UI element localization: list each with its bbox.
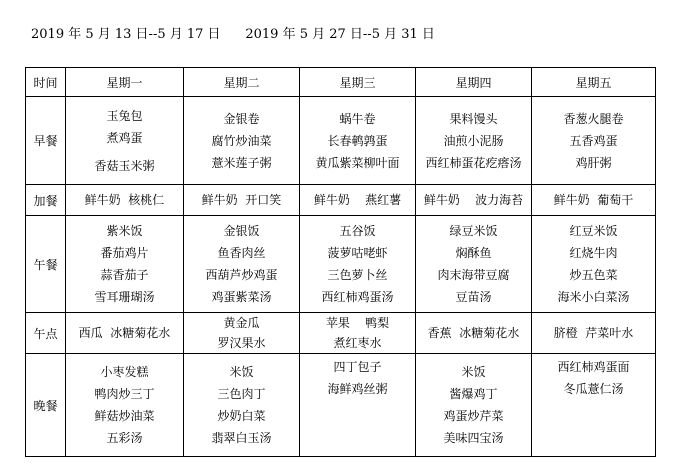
snack-tuesday	[184, 185, 300, 216]
menu-item: 雪耳珊瑚汤	[94, 290, 155, 304]
menu-item: 番茄鸡片	[100, 246, 149, 260]
menu-item: 菠萝咕咾虾	[327, 246, 388, 260]
menu-item: 海米小白菜汤	[557, 290, 630, 304]
meal-name-afternoon-snack: 午点	[26, 313, 66, 354]
menu-item: 脐橙 芹菜叶水	[553, 326, 634, 340]
afternoon-snack-row	[26, 313, 656, 354]
menu-item: 煮红枣水	[333, 336, 382, 350]
menu-item: 冬瓜薏仁汤	[563, 382, 624, 396]
menu-item: 果料馒头	[449, 111, 498, 126]
menu-item: 玉兔包	[106, 108, 143, 123]
menu-item: 焖酥鱼	[455, 246, 492, 260]
lunch-row	[26, 216, 656, 313]
date-range: 2019 年 5 月 13 日--5 月 17 日 2019 年 5 月 27 日--5 月 31 日	[31, 27, 435, 42]
snack-thursday	[416, 185, 532, 216]
menu-item: 香菇玉米粥	[94, 158, 155, 173]
menu-item: 西瓜 冰糖菊花水	[78, 326, 171, 340]
menu-item: 蜗牛卷	[339, 111, 376, 126]
menu-item: 香葱火腿卷	[563, 111, 624, 126]
menu-item: 绿豆米饭	[449, 224, 498, 238]
afternoon-snack-monday	[66, 313, 184, 354]
menu-item: 金银饭	[223, 224, 260, 238]
menu-item: 黄瓜紫菜柳叶面	[315, 155, 400, 170]
menu-item: 翡翠白玉汤	[211, 431, 272, 445]
lunch-wednesday	[300, 216, 416, 313]
menu-item: 西红柿蛋花疙瘩汤	[425, 155, 522, 170]
menu-item: 三色肉丁	[217, 387, 266, 401]
menu-item: 金银卷	[223, 111, 260, 126]
breakfast-monday	[66, 97, 184, 185]
menu-item: 四丁包子	[333, 360, 382, 374]
meal-name-dinner: 晚餐	[26, 354, 66, 457]
dinner-thursday	[416, 354, 532, 457]
dinner-tuesday	[184, 354, 300, 457]
menu-item: 五谷饭	[339, 224, 376, 238]
breakfast-row	[26, 97, 656, 185]
snack-wednesday	[300, 185, 416, 216]
dinner-monday	[66, 354, 184, 457]
weekly-menu-table	[25, 67, 656, 457]
menu-item: 肉末海带豆腐	[437, 268, 510, 282]
header-time: 时间	[26, 68, 66, 97]
menu-item: 海鲜鸡丝粥	[327, 382, 388, 396]
menu-item: 西红柿鸡蛋面	[557, 360, 630, 374]
menu-item: 鲜牛奶 核桃仁	[84, 193, 165, 207]
menu-item: 酱爆鸡丁	[449, 387, 498, 401]
menu-item: 红豆米饭	[569, 224, 618, 238]
menu-item: 鲜牛奶 开口笑	[201, 193, 282, 207]
header-friday: 星期五	[532, 68, 656, 97]
menu-item: 小枣发糕	[100, 365, 149, 379]
menu-item: 西红柿鸡蛋汤	[321, 290, 394, 304]
menu-item: 腐竹炒油菜	[211, 133, 272, 148]
menu-item: 红烧牛肉	[569, 246, 618, 260]
snack-monday	[66, 185, 184, 216]
lunch-friday	[532, 216, 656, 313]
menu-item: 五彩汤	[106, 431, 143, 445]
menu-item: 鱼香肉丝	[217, 246, 266, 260]
afternoon-snack-wednesday	[300, 313, 416, 354]
menu-item: 五香鸡蛋	[569, 133, 618, 148]
lunch-tuesday	[184, 216, 300, 313]
lunch-thursday	[416, 216, 532, 313]
menu-item: 罗汉果水	[217, 336, 266, 350]
menu-item: 蒜香茄子	[100, 268, 149, 282]
menu-item: 米饭	[229, 365, 254, 379]
lunch-monday	[66, 216, 184, 313]
breakfast-wednesday	[300, 97, 416, 185]
menu-item: 三色萝卜丝	[327, 268, 388, 282]
menu-item: 香蕉 冰糖菊花水	[427, 326, 520, 340]
menu-item: 苹果 鸭梨	[325, 316, 390, 330]
menu-item: 鲜菇炒油菜	[94, 409, 155, 423]
menu-item: 鸡蛋炒芹菜	[443, 409, 504, 423]
menu-item: 米饭	[461, 365, 486, 379]
meal-name-breakfast: 早餐	[26, 97, 66, 185]
afternoon-snack-thursday	[416, 313, 532, 354]
menu-item: 煮鸡蛋	[106, 130, 143, 145]
menu-item: 西葫芦炒鸡蛋	[205, 268, 278, 282]
meal-name-lunch: 午餐	[26, 216, 66, 313]
menu-item: 长春鹌鹑蛋	[327, 133, 388, 148]
menu-item: 紫米饭	[106, 224, 143, 238]
menu-item: 黄金瓜	[223, 316, 260, 330]
breakfast-friday	[532, 97, 656, 185]
dinner-row	[26, 354, 656, 457]
menu-item: 薏米莲子粥	[211, 155, 272, 170]
menu-item: 炒五色菜	[569, 268, 618, 282]
menu-item: 鸡肝粥	[575, 155, 612, 170]
menu-item: 鸭肉炒三丁	[94, 387, 155, 401]
menu-item: 美味四宝汤	[443, 431, 504, 445]
header-wednesday: 星期三	[300, 68, 416, 97]
afternoon-snack-tuesday	[184, 313, 300, 354]
menu-item: 炒奶白菜	[217, 409, 266, 423]
menu-item: 油煎小泥肠	[443, 133, 504, 148]
dinner-wednesday	[300, 354, 416, 457]
header-thursday: 星期四	[416, 68, 532, 97]
menu-item: 豆苗汤	[455, 290, 492, 304]
header-tuesday: 星期二	[184, 68, 300, 97]
breakfast-tuesday	[184, 97, 300, 185]
menu-item: 鲜牛奶 波力海苔	[423, 193, 524, 207]
menu-item: 鲜牛奶 葡萄干	[553, 193, 634, 207]
afternoon-snack-friday	[532, 313, 656, 354]
header-monday: 星期一	[66, 68, 184, 97]
breakfast-thursday	[416, 97, 532, 185]
snack-friday	[532, 185, 656, 216]
menu-item: 鸡蛋紫菜汤	[211, 290, 272, 304]
snack-row	[26, 185, 656, 216]
dinner-friday	[532, 354, 656, 457]
header-row	[26, 68, 656, 97]
meal-name-snack: 加餐	[26, 185, 66, 216]
menu-item: 鲜牛奶 燕红薯	[313, 193, 402, 207]
